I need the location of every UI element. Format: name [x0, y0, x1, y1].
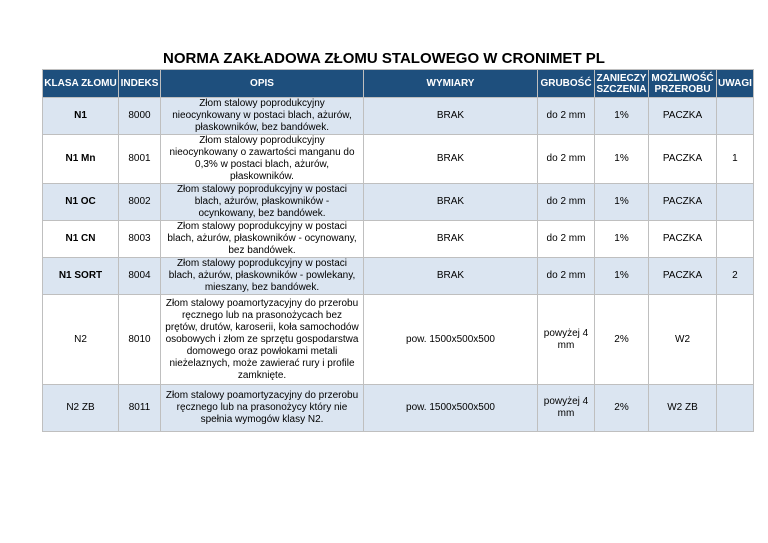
cell-zanieczyszczenia: 2% — [595, 295, 649, 385]
cell-grubosc: do 2 mm — [538, 184, 595, 221]
document-title: NORMA ZAKŁADOWA ZŁOMU STALOWEGO W CRONIMET PL — [163, 50, 605, 67]
table-row — [43, 184, 754, 221]
cell-indeks: 8003 — [119, 221, 161, 258]
cell-grubosc: powyżej 4 mm — [538, 385, 595, 432]
header-uwagi: UWAGI — [717, 70, 754, 98]
cell-opis: Złom stalowy poamortyzacyjny do przerobu ręcznego lub na prasonożycach bez prętów, drutów, karoserii, koła samochodów osobowych i złom ze sprzętu gospodarstwa domowego oraz powłokami metali nieżelaznych, może zawierać rury i profile zamknięte. — [161, 295, 364, 385]
cell-zanieczyszczenia: 1% — [595, 98, 649, 135]
cell-grubosc: do 2 mm — [538, 258, 595, 295]
cell-uwagi — [717, 184, 754, 221]
cell-wymiary: BRAK — [364, 221, 538, 258]
cell-zanieczyszczenia: 1% — [595, 258, 649, 295]
header-zanieczyszczenia: ZANIECZY SZCZENIA — [595, 70, 649, 98]
cell-indeks: 8004 — [119, 258, 161, 295]
cell-grubosc: do 2 mm — [538, 221, 595, 258]
cell-uwagi — [717, 295, 754, 385]
header-row — [43, 70, 754, 98]
header-grubosc: GRUBOŚĆ — [538, 70, 595, 98]
cell-indeks: 8002 — [119, 184, 161, 221]
cell-indeks: 8010 — [119, 295, 161, 385]
scrap-norm-table — [42, 69, 754, 432]
cell-indeks: 8001 — [119, 135, 161, 184]
cell-uwagi: 2 — [717, 258, 754, 295]
cell-uwagi — [717, 98, 754, 135]
table-row — [43, 98, 754, 135]
cell-klasa: N2 ZB — [43, 385, 119, 432]
header-klasa: KLASA ZŁOMU — [43, 70, 119, 98]
cell-przerobu: W2 — [649, 295, 717, 385]
cell-indeks: 8011 — [119, 385, 161, 432]
cell-klasa: N1 OC — [43, 184, 119, 221]
cell-przerobu: PACZKA — [649, 184, 717, 221]
cell-grubosc: powyżej 4 mm — [538, 295, 595, 385]
cell-indeks: 8000 — [119, 98, 161, 135]
cell-klasa: N1 SORT — [43, 258, 119, 295]
cell-uwagi — [717, 385, 754, 432]
cell-uwagi: 1 — [717, 135, 754, 184]
cell-opis: Złom stalowy poprodukcyjny w postaci blach, ażurów, płaskowników - ocynowany, bez bandówek. — [161, 221, 364, 258]
cell-klasa: N1 Mn — [43, 135, 119, 184]
table-row — [43, 221, 754, 258]
cell-opis: Złom stalowy poprodukcyjny w postaci blach, ażurów, płaskowników - ocynkowany, bez bandówek. — [161, 184, 364, 221]
cell-grubosc: do 2 mm — [538, 98, 595, 135]
cell-zanieczyszczenia: 2% — [595, 385, 649, 432]
cell-uwagi — [717, 221, 754, 258]
header-przerobu: MOŻLIWOŚĆ PRZEROBU — [649, 70, 717, 98]
cell-opis: Złom stalowy poprodukcyjny w postaci blach, ażurów, płaskowników - powlekany, mieszany, bez bandówek. — [161, 258, 364, 295]
cell-klasa: N1 — [43, 98, 119, 135]
cell-wymiary: BRAK — [364, 184, 538, 221]
header-opis: OPIS — [161, 70, 364, 98]
cell-wymiary: pow. 1500x500x500 — [364, 385, 538, 432]
cell-przerobu: PACZKA — [649, 98, 717, 135]
table-row — [43, 385, 754, 432]
cell-klasa: N1 CN — [43, 221, 119, 258]
cell-klasa: N2 — [43, 295, 119, 385]
cell-przerobu: PACZKA — [649, 221, 717, 258]
cell-zanieczyszczenia: 1% — [595, 184, 649, 221]
table-row — [43, 258, 754, 295]
cell-opis: Złom stalowy poamortyzacyjny do przerobu ręcznego lub na prasonożycy który nie spełnia wymogów klasy N2. — [161, 385, 364, 432]
cell-opis: Złom stalowy poprodukcyjny nieocynkowany w postaci blach, ażurów, płaskowników, bez bandówek. — [161, 98, 364, 135]
table-row — [43, 295, 754, 385]
cell-wymiary: BRAK — [364, 135, 538, 184]
cell-zanieczyszczenia: 1% — [595, 135, 649, 184]
cell-grubosc: do 2 mm — [538, 135, 595, 184]
cell-przerobu: PACZKA — [649, 258, 717, 295]
header-indeks: INDEKS — [119, 70, 161, 98]
header-wymiary: WYMIARY — [364, 70, 538, 98]
cell-wymiary: BRAK — [364, 258, 538, 295]
cell-opis: Złom stalowy poprodukcyjny nieocynkowany o zawartości manganu do 0,3% w postaci blach, ażurów, płaskowników. — [161, 135, 364, 184]
table-row — [43, 135, 754, 184]
cell-przerobu: PACZKA — [649, 135, 717, 184]
cell-przerobu: W2 ZB — [649, 385, 717, 432]
cell-wymiary: BRAK — [364, 98, 538, 135]
cell-zanieczyszczenia: 1% — [595, 221, 649, 258]
cell-wymiary: pow. 1500x500x500 — [364, 295, 538, 385]
